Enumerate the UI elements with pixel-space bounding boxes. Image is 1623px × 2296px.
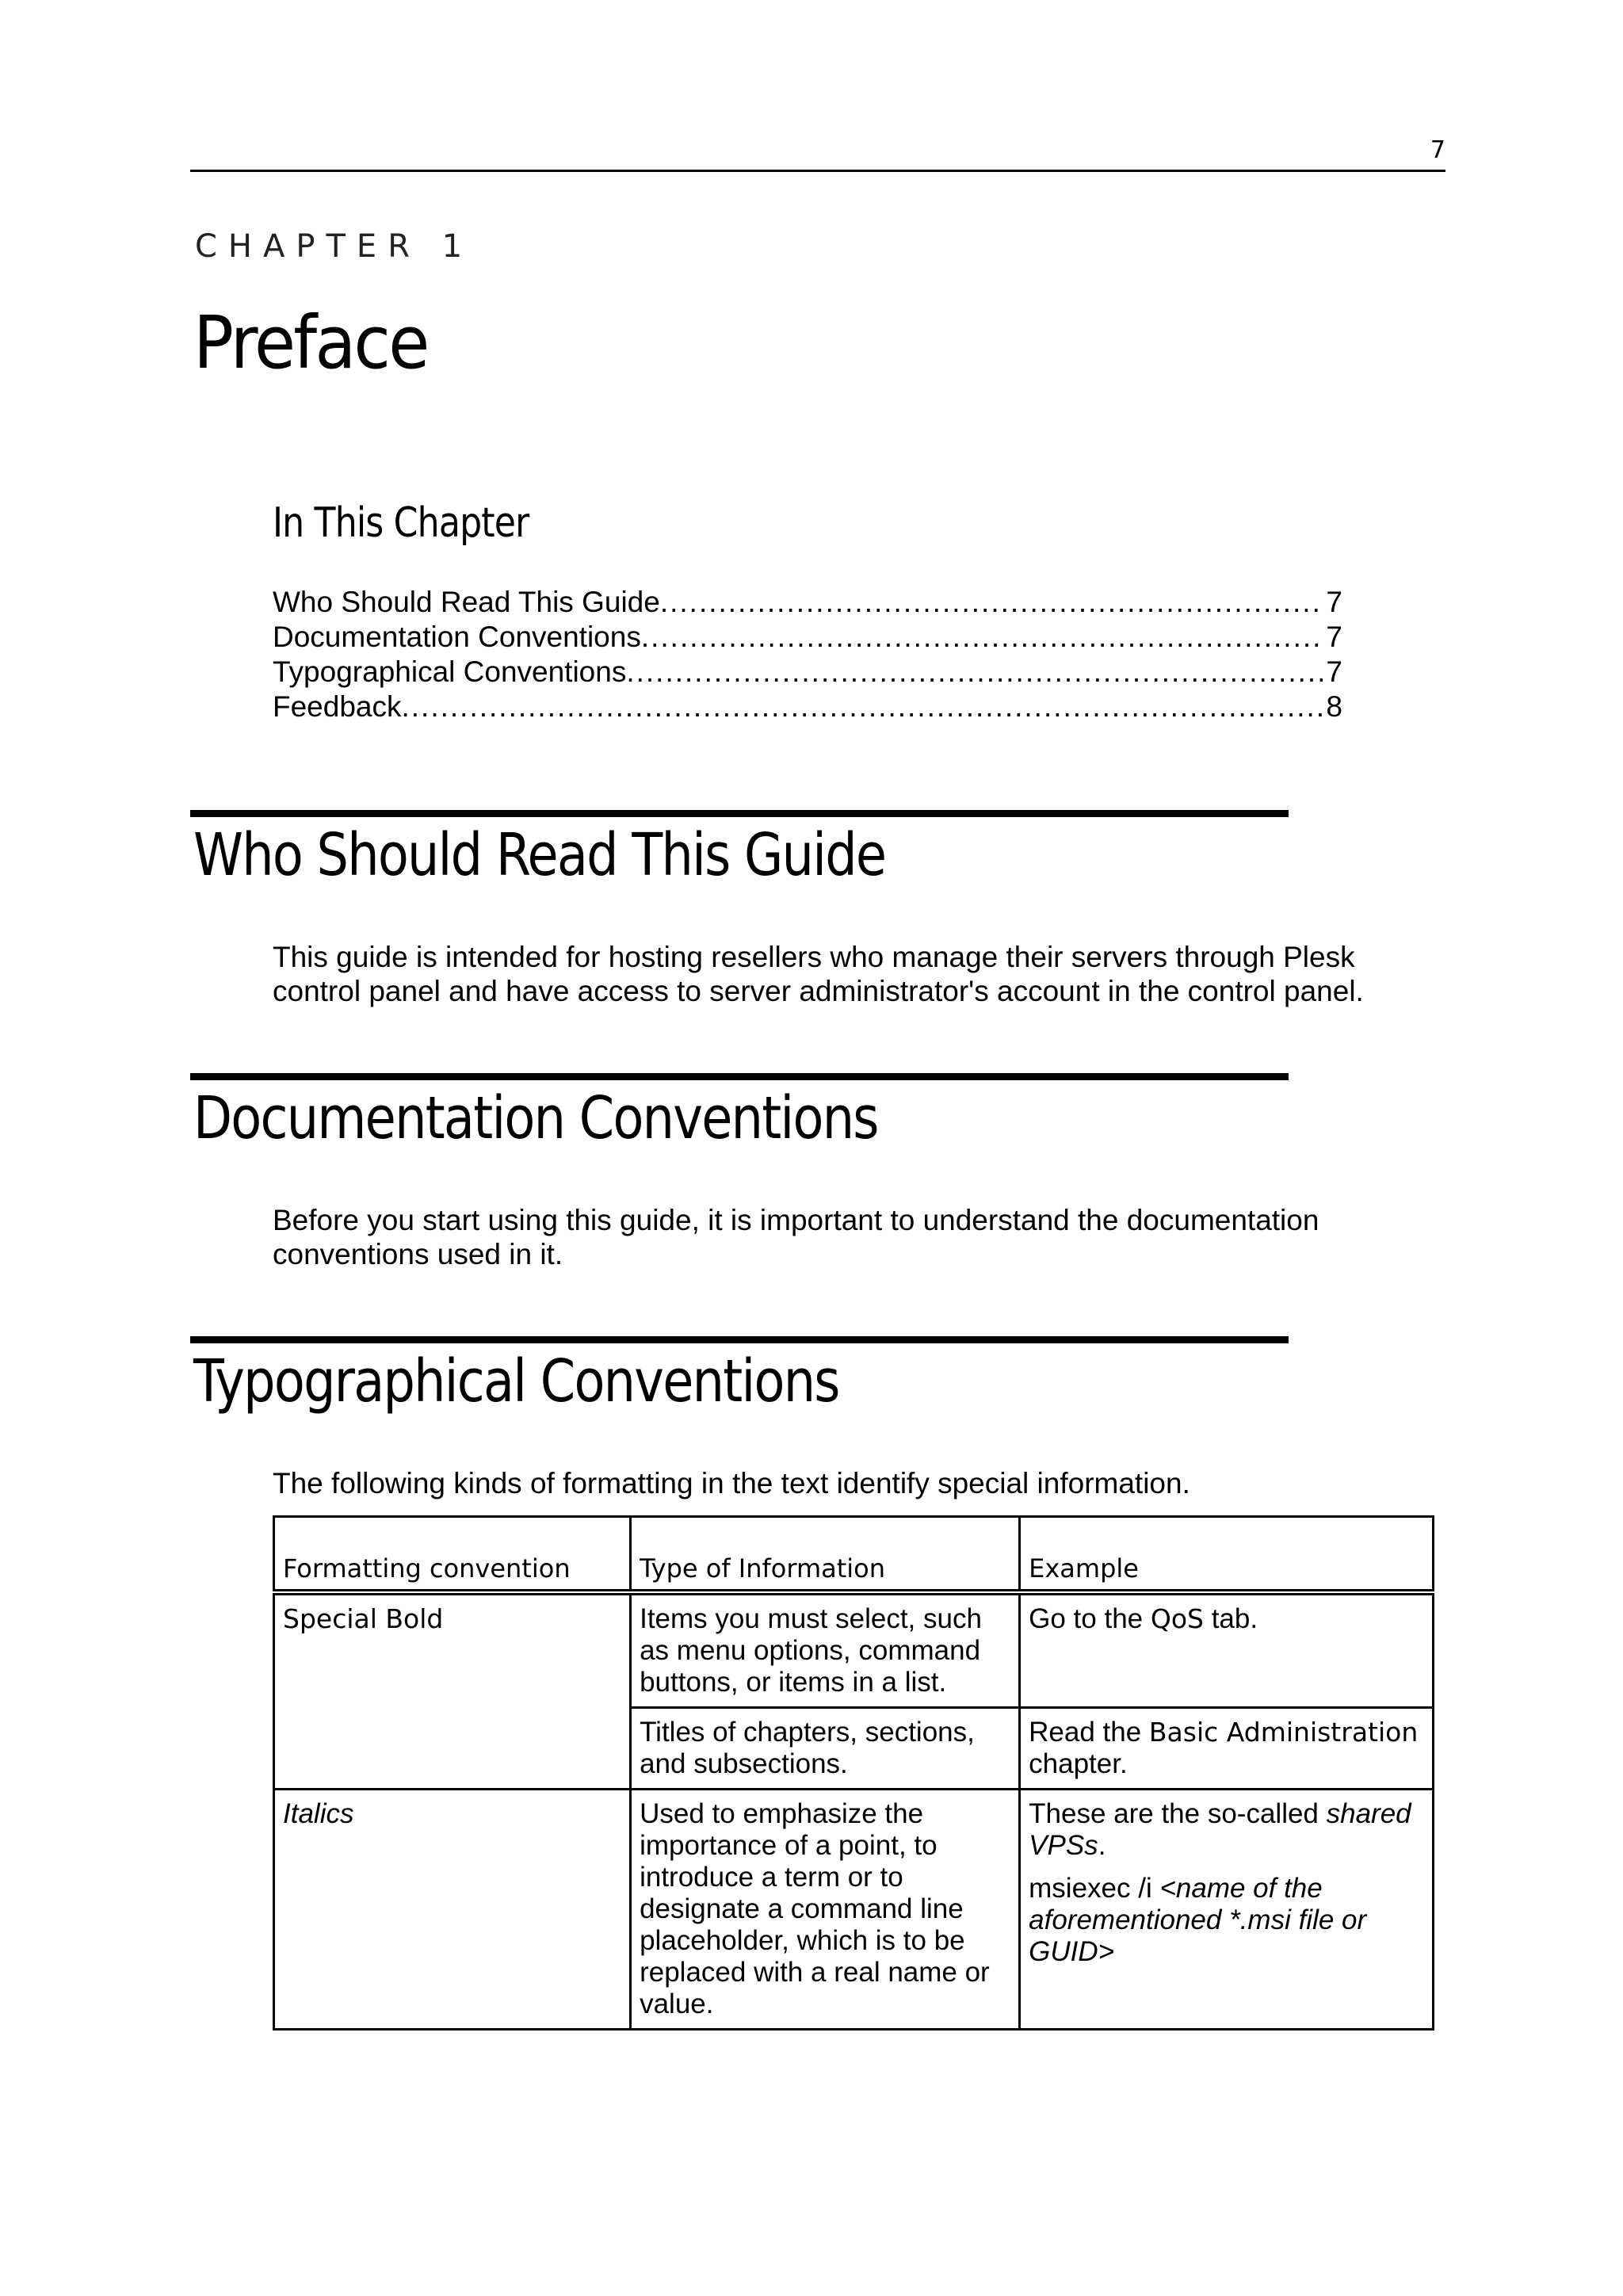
section-rule: [190, 1073, 1289, 1080]
example-text: tab.: [1203, 1603, 1258, 1634]
example-text: msiexec /i: [1029, 1873, 1160, 1904]
example-text: chapter.: [1029, 1748, 1128, 1779]
toc-leader-dots: [641, 620, 1323, 655]
cell-special-bold-label: Special Bold: [274, 1592, 631, 1790]
section-body-documentation-conventions: Before you start using this guide, it is important to understand the documentation conventions used in it.: [273, 1204, 1319, 1270]
cell-example: [1020, 1592, 1434, 1708]
cell-type: Titles of chapters, sections, and subsections.: [631, 1708, 1020, 1790]
header-formatting-convention: Formatting convention: [274, 1517, 631, 1593]
section-title-documentation-conventions: Documentation Conventions: [193, 1084, 878, 1152]
cell-italics-label: Italics: [274, 1790, 631, 2030]
example-italic: <name of the aforementioned *.msi file or GUID>: [1029, 1873, 1367, 1967]
header-rule: [190, 170, 1445, 172]
conventions-table: [273, 1515, 1434, 2030]
section-rule: [190, 1336, 1289, 1343]
example-paragraph: [1029, 1798, 1424, 1862]
example-text: These are the so-called: [1029, 1798, 1327, 1829]
example-italic: shared VPSs: [1029, 1798, 1411, 1861]
cell-type: Items you must select, such as menu options, command buttons, or items in a list.: [631, 1592, 1020, 1708]
header-example: Example: [1020, 1517, 1434, 1593]
section-body-typographical-conventions: The following kinds of formatting in the text identify special information.: [273, 1467, 1190, 1499]
toc-entry-title[interactable]: Documentation Conventions: [273, 621, 641, 653]
toc-entry-title[interactable]: Who Should Read This Guide: [273, 586, 660, 618]
table-of-contents: [273, 585, 1342, 724]
page-number: 7: [1430, 136, 1445, 164]
toc-leader-dots: [626, 655, 1323, 690]
toc-heading: In This Chapter: [273, 499, 529, 547]
toc-entry-page[interactable]: 7: [1326, 586, 1342, 618]
example-text: Read the: [1029, 1717, 1149, 1748]
toc-entry-page[interactable]: 7: [1326, 655, 1342, 688]
section-title-typographical-conventions: Typographical Conventions: [193, 1347, 839, 1415]
example-text: .: [1098, 1830, 1106, 1861]
section-rule: [190, 810, 1289, 817]
toc-entry-page[interactable]: 8: [1326, 690, 1342, 723]
chapter-title: Preface: [193, 300, 428, 385]
toc-entry[interactable]: [273, 620, 1342, 655]
chapter-label: CHAPTER 1: [195, 228, 474, 265]
table-row: [274, 1790, 1434, 2030]
toc-entry-title[interactable]: Typographical Conventions: [273, 655, 627, 688]
cell-example: [1020, 1790, 1434, 2030]
toc-leader-dots: [660, 585, 1323, 620]
example-special-bold: QoS: [1150, 1603, 1204, 1634]
header-type-of-information: Type of Information: [631, 1517, 1020, 1593]
toc-entry[interactable]: [273, 585, 1342, 620]
cell-type: Used to emphasize the importance of a point, to introduce a term or to designate a command line placeholder, which is to be replaced with a real name or value.: [631, 1790, 1020, 2030]
toc-entry[interactable]: [273, 655, 1342, 690]
toc-entry-page[interactable]: 7: [1326, 621, 1342, 653]
toc-entry[interactable]: [273, 690, 1342, 724]
cell-example: [1020, 1708, 1434, 1790]
section-title-who-should-read: Who Should Read This Guide: [193, 821, 886, 889]
example-paragraph: [1029, 1873, 1424, 1968]
toc-leader-dots: [402, 690, 1323, 724]
example-special-bold: Basic Administration: [1148, 1717, 1419, 1748]
section-body-who-should-read: This guide is intended for hosting resellers who manage their servers through Plesk control panel and have access to server administrator's account in the control panel.: [273, 941, 1364, 1007]
toc-entry-title[interactable]: Feedback: [273, 690, 402, 723]
example-text: Go to the: [1029, 1603, 1151, 1634]
table-row: [274, 1592, 1434, 1708]
table-header-row: [274, 1517, 1434, 1593]
